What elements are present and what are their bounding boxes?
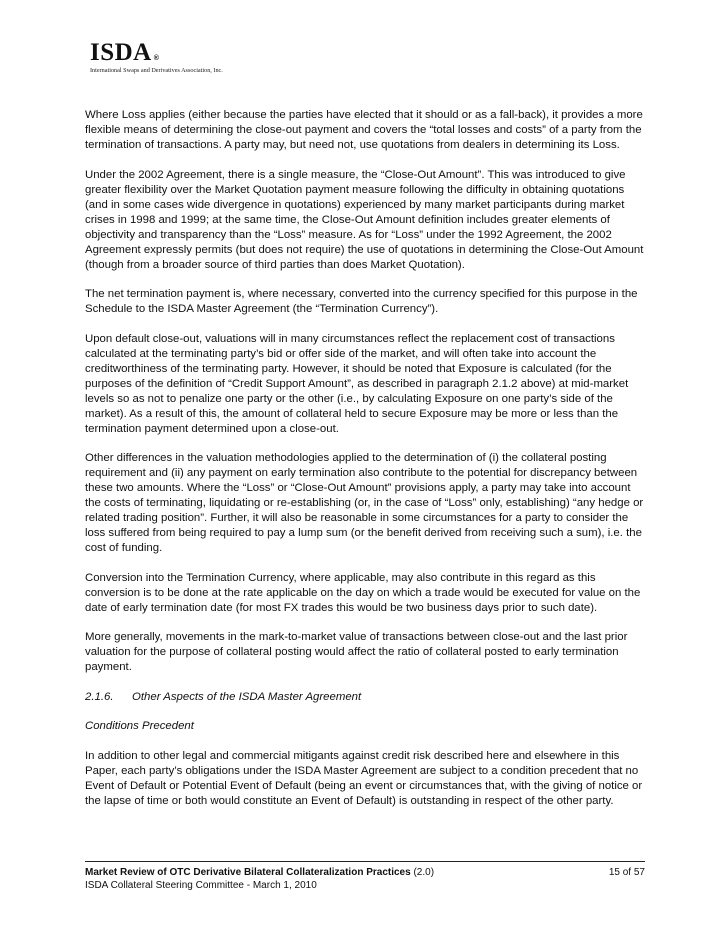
paragraph-conversion: Conversion into the Termination Currency, where applicable, may also contribute in this regard as this conversion is to be done at the rate applicable on the day on which a trade would be executed for value on the date of early termination date (for most FX trades this would be two business days prior to such date). [85,571,641,614]
footer-committee: ISDA Collateral Steering Committee - March 1, 2010 [85,880,317,891]
page-number: 15 of 57 [608,867,645,878]
paragraph-termination-currency: The net termination payment is, where necessary, converted into the currency specified for this purpose in the Schedule to the ISDA Master Agreement (the “Termination Currency”). [85,288,638,315]
footer-divider [85,861,645,862]
logo-subtitle: International Swaps and Derivatives Association, Inc. [90,67,223,74]
paragraph-close-out-amount: Under the 2002 Agreement, there is a single measure, the “Close-Out Amount”. This was introduced to give greater flexibility over the Market Quotation payment measure following the difficulty in obtaining quotations (and in some cases wide divergence in quotations) experienced by many market participants during market crises in 1998 and 1999; at the same time, the Close-Out Amount definition includes greater elements of objectivity and transparency than the “Loss” measure. As for “Loss” under the 1992 Agreement, the 2002 Agreement expressly permits (but does not require) the use of quotations in determining the Close-Out Amount (though from a broader source of third parties than does Market Quotation). [85,168,644,271]
section-heading [85,690,645,705]
paragraph-default-close-out: Upon default close-out, valuations will in many circumstances reflect the replacement cost of transactions calculated at the terminating party’s bid or offer side of the market, and will often take into account the creditworthiness of the terminating party. However, it should be noted that Exposure is calculated (for the purposes of the definition of “Credit Support Amount”, as described in paragraph 2.1.2 above) at mid-market levels so as not to penalize one party or the other (i.e., by calculating Exposure on one party’s side of the market). As a result of this, the amount of collateral held to secure Exposure may be more or less than the termination payment determined upon a close-out. [85,332,629,435]
registered-mark: ® [153,55,160,62]
isda-logo [90,40,223,74]
logo-text: ISDA [90,39,152,66]
paragraph-loss: Where Loss applies (either because the parties have elected that it should or as a fall-back), it provides a more flexible means of determining the close-out payment and covers the “total losses and costs” of a party from the termination of transactions. A party may, but need not, use quotations from dealers in determining its Loss. [85,109,643,151]
document-body [85,108,645,823]
paragraph-conditions-precedent: In addition to other legal and commercial mitigants against credit risk described here and elsewhere in this Paper, each party’s obligations under the ISDA Master Agreement are subject to a condition precedent that no Event of Default or Potential Event of Default (being an event or circumstances that, with the giving of notice or the lapse of time or both would constitute an Event of Default) is outstanding in respect of the other party. [85,749,643,807]
subsection-heading: Conditions Precedent [85,720,194,732]
section-title: Other Aspects of the ISDA Master Agreement [132,690,362,703]
section-number: 2.1.6. [85,690,114,703]
page-footer [85,866,645,892]
paragraph-valuation-differences: Other differences in the valuation methodologies applied to the determination of (i) the collateral posting requirement and (ii) any payment on early termination also contribute to the potential for discrepancy between these two amounts. Where the “Loss” or “Close-Out Amount” provisions apply, a party may take into account the costs of terminating, liquidating or re-establishing (or, in the case of “Loss” only, establishing) “any hedge or related trading position”. Further, it will also be reasonable in some circumstances for a party to consider the loss suffered from being required to pay a lump sum (or the benefit derived from receiving such a sum), i.e. the cost of funding. [85,452,644,554]
paragraph-movements: More generally, movements in the mark-to-market value of transactions between close-out and the last prior valuation for the purpose of collateral posting would affect the ratio of collateral posted to early termination payment. [85,631,628,673]
footer-title: Market Review of OTC Derivative Bilateral Collateralization Practices [85,867,411,878]
footer-version: (2.0) [410,867,435,878]
footer-title-line [85,866,434,879]
